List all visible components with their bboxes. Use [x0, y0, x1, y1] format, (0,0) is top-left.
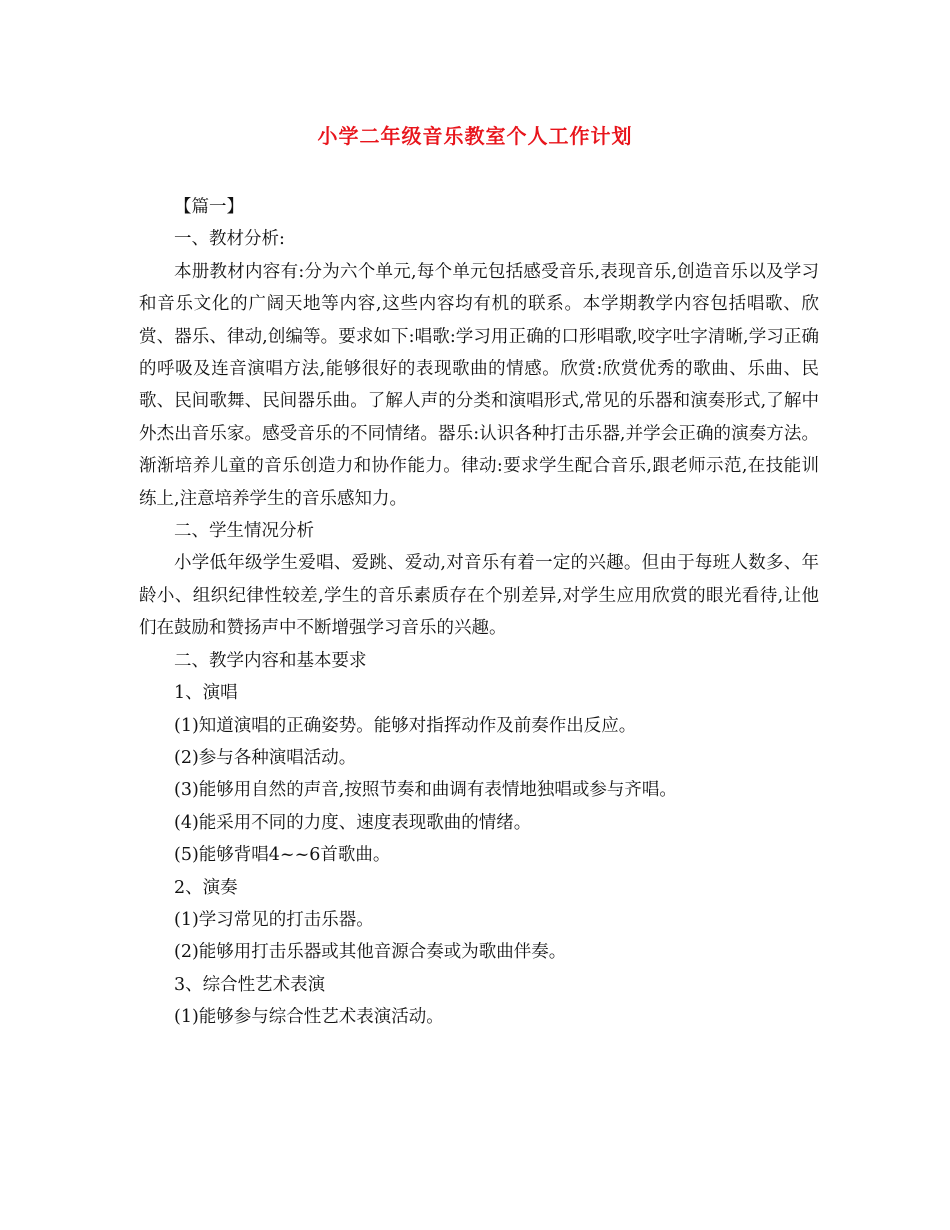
section-heading-part-one: 【篇一】	[174, 197, 244, 217]
list-item: (4)能采用不同的力度、速度表现歌曲的情绪。	[174, 812, 532, 833]
document-body	[139, 191, 819, 1034]
heading-teaching-content: 二、教学内容和基本要求	[174, 650, 367, 671]
list-item: (5)能够背唱4~~6首歌曲。	[174, 845, 391, 866]
list-item: (2)能够用打击乐器或其他音源合奏或为歌曲伴奏。	[174, 942, 567, 963]
heading-textbook-analysis: 一、教材分析:	[174, 229, 285, 250]
subheading-singing: 1、演唱	[174, 683, 238, 704]
list-item: (2)参与各种演唱活动。	[174, 747, 357, 768]
list-item: (1)能够参与综合性艺术表演活动。	[174, 1007, 444, 1028]
list-item: (3)能够用自然的声音,按照节奏和曲调有表情地独唱或参与齐唱。	[174, 780, 677, 801]
subheading-comprehensive-art: 3、综合性艺术表演	[174, 974, 326, 995]
list-item: (1)学习常见的打击乐器。	[174, 909, 374, 930]
subheading-performance: 2、演奏	[174, 877, 238, 898]
paragraph-student-analysis: 小学低年级学生爱唱、爱跳、爱动,对音乐有着一定的兴趣。但由于每班人数多、年龄小、组织纪律性较差,学生的音乐素质存在个别差异,对学生应用欣赏的眼光看待,让他们在鼓励和赞扬声中不断增强学习音乐的兴趣。	[139, 553, 819, 639]
list-item: (1)知道演唱的正确姿势。能够对指挥动作及前奏作出反应。	[174, 715, 637, 736]
page-title: 小学二年级音乐教室个人工作计划	[317, 124, 633, 148]
heading-student-analysis: 二、学生情况分析	[174, 521, 314, 542]
paragraph-textbook-content: 本册教材内容有:分为六个单元,每个单元包括感受音乐,表现音乐,创造音乐以及学习和音乐文化的广阔天地等内容,这些内容均有机的联系。本学期教学内容包括唱歌、欣赏、器乐、律动,创编等。要求如下:唱歌:学习用正确的口形唱歌,咬字吐字清晰,学习正确的呼吸及连音演唱方法,能够很好的表现歌曲的情感。欣赏:欣赏优秀的歌曲、乐曲、民歌、民间歌舞、民间器乐曲。了解人声的分类和演唱形式,常见的乐器和演奏形式,了解中外杰出音乐家。感受音乐的不同情绪。器乐:认识各种打击乐器,并学会正确的演奏方法。渐渐培养儿童的音乐创造力和协作能力。律动:要求学生配合音乐,跟老师示范,在技能训练上,注意培养学生的音乐感知力。	[139, 261, 819, 509]
